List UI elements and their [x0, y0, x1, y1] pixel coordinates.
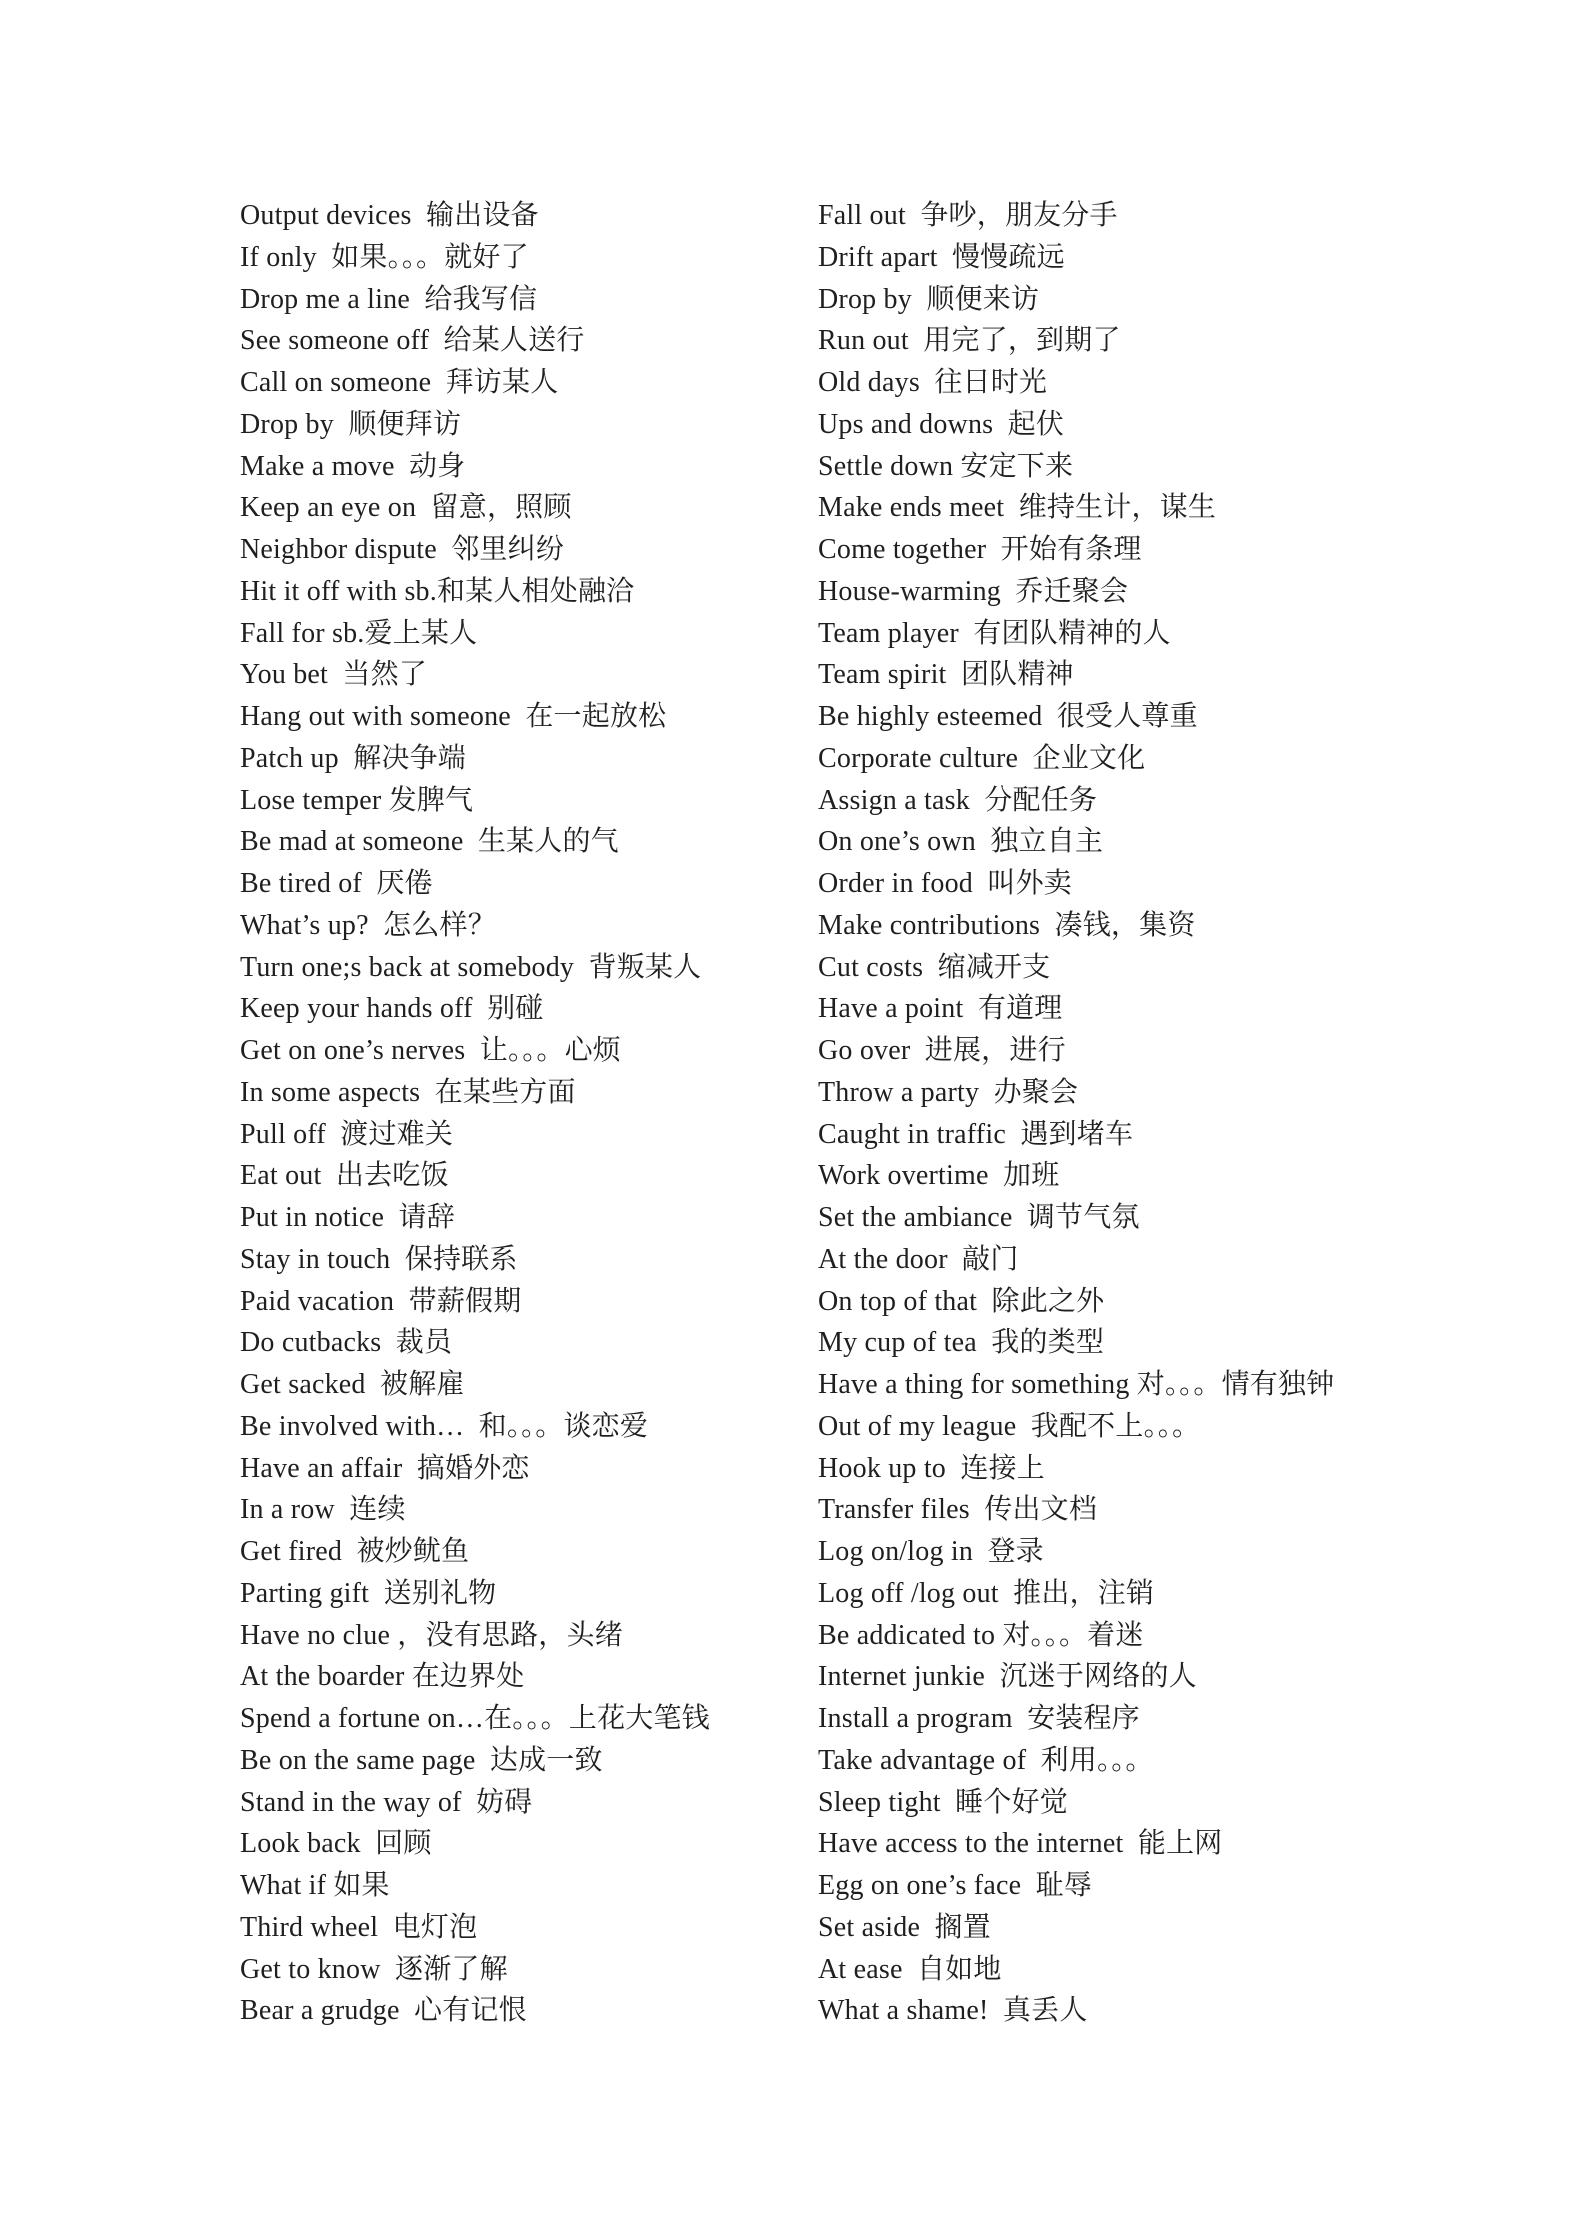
phrase-line: My cup of tea 我的类型: [818, 1327, 1105, 1359]
phrase-line: Hook up to 连接上: [818, 1452, 1046, 1484]
phrase-line: Have a thing for something 对。。。情有独钟: [818, 1369, 1335, 1400]
phrase-line: Internet junkie 沉迷于网络的人: [818, 1661, 1197, 1693]
phrase-line: If only 如果。。。就好了: [240, 241, 529, 273]
phrase-line: Ups and downs 起伏: [818, 408, 1065, 440]
phrase-line: Be mad at someone 生某人的气: [240, 826, 619, 858]
phrase-line: Call on someone 拜访某人: [240, 367, 559, 398]
phrase-line: Patch up 解决争端: [240, 742, 467, 774]
phrase-line: Be tired of 厌倦: [240, 868, 433, 899]
phrase-line: Log on/log in 登录: [818, 1536, 1044, 1567]
phrase-line: Lose temper 发脾气: [240, 784, 474, 816]
phrase-line: Install a program 安装程序: [818, 1703, 1140, 1734]
phrase-line: Take advantage of 利用。。。: [818, 1744, 1154, 1776]
phrase-line: Sleep tight 睡个好觉: [818, 1786, 1068, 1818]
phrase-line: Log off /log out 推出，注销: [818, 1577, 1155, 1609]
phrase-line: Turn one;s back at somebody 背叛某人: [240, 951, 702, 983]
phrase-line: Run out 用完了，到期了: [818, 325, 1121, 357]
phrase-line: Have access to the internet 能上网: [818, 1828, 1223, 1860]
phrase-line: Be addicated to 对。。。着迷: [818, 1619, 1144, 1651]
phrase-line: Drift apart 慢慢疏远: [818, 241, 1065, 273]
phrase-line: Get to know 逐渐了解: [240, 1953, 508, 1985]
phrase-line: Transfer files 传出文档: [818, 1494, 1098, 1526]
phrase-line: Work overtime 加班: [818, 1160, 1060, 1192]
phrase-line: On one’s own 独立自主: [818, 826, 1104, 858]
phrase-line: What a shame! 真丢人: [818, 1995, 1088, 2027]
phrase-line: Egg on one’s face 耻辱: [818, 1870, 1093, 1901]
phrase-line: Throw a party 办聚会: [818, 1076, 1079, 1108]
phrase-line: Get sacked 被解雇: [240, 1369, 465, 1400]
phrase-line: On top of that 除此之外: [818, 1285, 1105, 1317]
phrase-line: At ease 自如地: [818, 1953, 1002, 1985]
phrase-line: Spend a fortune on…在。。。上花大笔钱: [240, 1703, 710, 1734]
phrase-line: Neighbor dispute 邻里纠纷: [240, 534, 565, 565]
phrase-line: Hang out with someone 在一起放松: [240, 701, 667, 732]
phrase-line: What’s up? 怎么样？: [240, 909, 496, 941]
phrase-line: Look back 回顾: [240, 1828, 432, 1860]
phrase-line: Come together 开始有条理: [818, 534, 1142, 565]
phrase-line: At the door 敲门: [818, 1243, 1019, 1275]
phrase-line: Team player 有团队精神的人: [818, 617, 1171, 649]
phrase-line: In a row 连续: [240, 1494, 406, 1526]
phrase-line: Stay in touch 保持联系: [240, 1243, 518, 1275]
right-column: [818, 195, 1458, 2032]
phrase-line: Make a move 动身: [240, 450, 466, 482]
phrase-line: In some aspects 在某些方面: [240, 1076, 576, 1108]
phrase-line: Get on one’s nerves 让。。。心烦: [240, 1035, 622, 1066]
phrase-line: You bet 当然了: [240, 659, 428, 691]
phrase-line: Fall out 争吵，朋友分手: [818, 200, 1118, 231]
phrase-line: Keep your hands off 别碰: [240, 993, 544, 1025]
phrase-line: Out of my league 我配不上。。。: [818, 1410, 1201, 1442]
phrase-line: House-warming 乔迁聚会: [818, 575, 1129, 607]
phrase-line: Drop by 顺便来访: [818, 283, 1040, 315]
phrase-line: Parting gift 送别礼物: [240, 1577, 497, 1609]
phrase-line: Keep an eye on 留意，照顾: [240, 492, 572, 524]
phrase-line: Settle down 安定下来: [818, 450, 1074, 482]
phrase-line: At the boarder 在边界处: [240, 1661, 525, 1693]
phrase-line: Order in food 叫外卖: [818, 868, 1073, 899]
phrase-line: Make contributions 凑钱，集资: [818, 909, 1196, 941]
phrase-line: What if 如果: [240, 1870, 390, 1901]
phrase-line: Have a point 有道理: [818, 993, 1063, 1025]
phrase-line: Make ends meet 维持生计，谋生: [818, 492, 1217, 524]
phrase-line: Corporate culture 企业文化: [818, 742, 1146, 774]
phrase-line: Eat out 出去吃饭: [240, 1160, 449, 1192]
left-column: [240, 195, 818, 2032]
phrase-line: Caught in traffic 遇到堵车: [818, 1118, 1134, 1150]
phrase-line: Fall for sb.爱上某人: [240, 617, 478, 649]
phrase-line: Go over 进展，进行: [818, 1035, 1066, 1066]
phrase-line: Hit it off with sb.和某人相处融洽: [240, 575, 635, 607]
phrase-line: Have an affair 搞婚外恋: [240, 1452, 530, 1484]
phrase-line: Team spirit 团队精神: [818, 659, 1074, 691]
phrase-line: Stand in the way of 妨碍: [240, 1786, 533, 1818]
phrase-line: Pull off 渡过难关: [240, 1118, 454, 1150]
phrase-line: Cut costs 缩减开支: [818, 951, 1051, 983]
phrase-line: Put in notice 请辞: [240, 1202, 455, 1233]
phrase-line: Get fired 被炒鱿鱼: [240, 1536, 470, 1567]
phrase-line: Third wheel 电灯泡: [240, 1911, 478, 1943]
phrase-line: Be highly esteemed 很受人尊重: [818, 701, 1198, 732]
phrase-line: Do cutbacks 裁员: [240, 1327, 453, 1359]
phrase-line: Be on the same page 达成一致: [240, 1744, 603, 1776]
phrase-line: Paid vacation 带薪假期: [240, 1285, 522, 1317]
phrase-line: Bear a grudge 心有记恨: [240, 1995, 527, 2027]
phrase-line: See someone off 给某人送行: [240, 325, 585, 357]
phrase-line: Set aside 搁置: [818, 1911, 991, 1943]
phrase-line: Be involved with… 和。。。谈恋爱: [240, 1410, 649, 1442]
phrase-line: Set the ambiance 调节气氛: [818, 1202, 1140, 1233]
phrase-line: Old days 往日时光: [818, 367, 1048, 398]
phrase-line: Assign a task 分配任务: [818, 784, 1098, 816]
phrase-line: Drop by 顺便拜访: [240, 408, 462, 440]
phrase-line: Output devices 输出设备: [240, 200, 539, 231]
phrase-line: Drop me a line 给我写信: [240, 283, 538, 315]
phrase-line: Have no clue ，没有思路，头绪: [240, 1619, 623, 1651]
